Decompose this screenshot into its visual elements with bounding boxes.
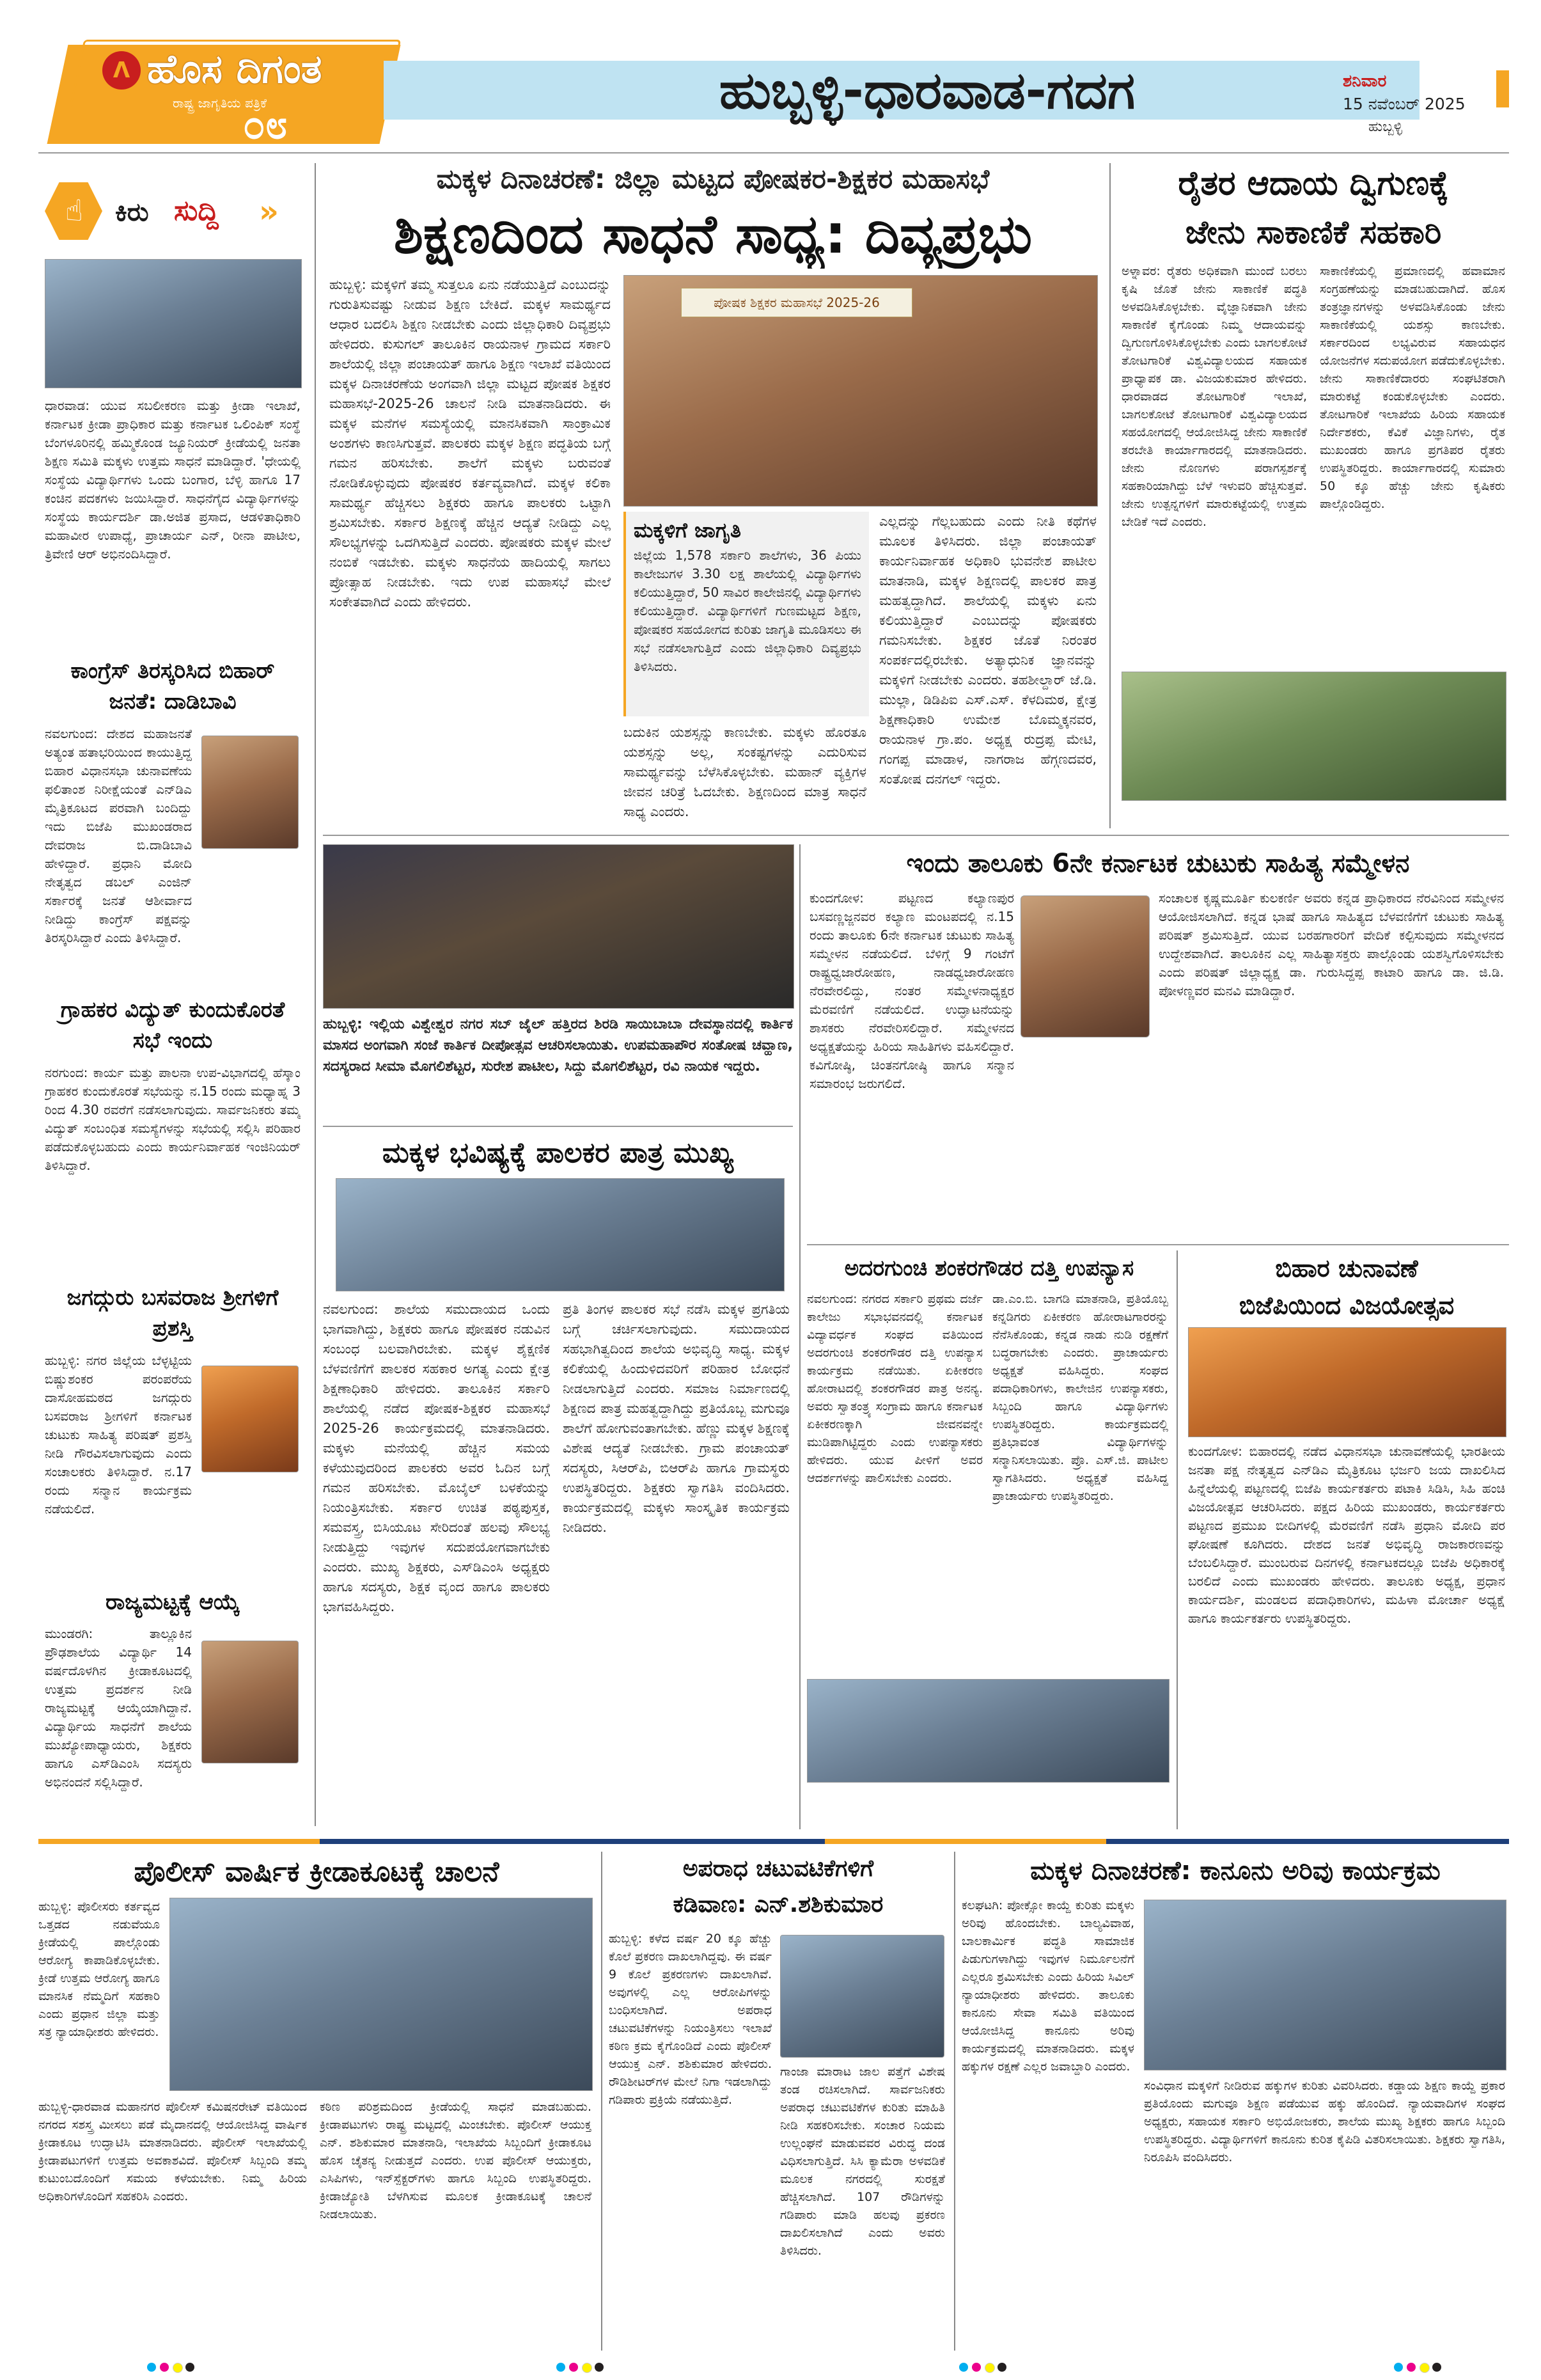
kirusuddi-item-3-body: ನರಗುಂದ: ಕಾರ್ಯ ಮತ್ತು ಪಾಲನಾ ಉಪ-ವಿಭಾಗದಲ್ಲಿ ಹೆಸ್ಕಾಂ ಗ್ರಾಹಕರ ಕುಂದುಕೊರತೆ ಸಭೆಯನ್ನು ನ.15 ರಂದು ಮಧ್ಯಾಹ್ನ 3 ರಿಂದ 4.30 ರವರೆಗೆ ನಡೆಸಲಾಗುವುದು. ಸಾರ್ವಜನಿಕರು ತಮ್ಮ ವಿದ್ಯುತ್ ಸಂಬಂಧಿತ ಸಮಸ್ಯೆಗಳನ್ನು ಸಭೆಯಲ್ಲಿ ಸಲ್ಲಿಸಿ ಪರಿಹಾರ ಪಡೆದುಕೊಳ್ಳಬಹುದು ಎಂದು ಕಾರ್ಯನಿರ್ವಾಹಕ ಇಂಜಿನಿಯರ್ ತಿಳಿಸಿದ್ದಾರೆ. xyxy=(45,1065,301,1173)
brand-emblem-icon: ᐱ xyxy=(102,51,141,90)
masthead-edge-bar xyxy=(1496,70,1509,107)
masthead xyxy=(0,0,1541,154)
lead-photo-banner xyxy=(681,288,912,317)
cmyk-dot-magenta-1 xyxy=(160,2363,169,2372)
beekeeping-training-photo xyxy=(1122,672,1506,801)
lead-kicker: ಮಕ್ಕಳ ದಿನಾಚರಣೆ: ಜಿಲ್ಲಾ ಮಟ್ಟದ ಪೋಷಕರ-ಶಿಕ್ಷಕರ ಮಹಾಸಭೆ xyxy=(436,163,990,194)
karthika-story xyxy=(323,844,793,1126)
parents-headline: ಮಕ್ಕಳ ಭವಿಷ್ಯಕ್ಕೆ ಪಾಲಕರ ಪಾತ್ರ ಮುಖ್ಯ xyxy=(382,1137,734,1169)
police-headline: ಪೊಲೀಸ್ ವಾರ್ಷಿಕ ಕ್ರೀಡಾಕೂಟಕ್ಕೆ ಚಾಲನೆ xyxy=(134,1856,499,1888)
chutuku-story xyxy=(807,844,1509,1241)
bihar-headline-2: ಬಿಜೆಪಿಯಿಂದ ವಿಜಯೋತ್ಸವ xyxy=(1239,1291,1455,1320)
cmyk-dot-cyan-1 xyxy=(147,2363,156,2372)
police-body-mid: ಕಠಿಣ ಪರಿಶ್ರಮದಿಂದ ಕ್ರೀಡೆಯಲ್ಲಿ ಸಾಧನೆ ಮಾಡಬಹುದು. ಕ್ರೀಡಾಪಟುಗಳು ರಾಷ್ಟ್ರ ಮಟ್ಟದಲ್ಲಿ ಮಿಂಚಬೇಕು. ಪೊಲೀಸ್ ಆಯುಕ್ತ ಎನ್. ಶಶಿಕುಮಾರ ಮಾತನಾಡಿ, ಇಲಾಖೆಯ ಸಿಬ್ಬಂದಿಗೆ ಕ್ರೀಡಾಕೂಟ ಹೊಸ ಚೈತನ್ಯ ನೀಡುತ್ತದೆ ಎಂದರು. ಉಪ ಪೊಲೀಸ್ ಆಯುಕ್ತರು, ಎಸಿಪಿಗಳು, ಇನ್‌ಸ್ಪೆಕ್ಟರ್‌ಗಳು ಹಾಗೂ ಸಿಬ್ಬಂದಿ ಉಪಸ್ಥಿತರಿದ್ದರು. ಕ್ರೀಡಾಜ್ಯೋತಿ ಬೆಳಗಿಸುವ ಮೂಲಕ ಕ್ರೀಡಾಕೂಟಕ್ಕೆ ಚಾಲನೆ ನೀಡಲಾಯಿತು. xyxy=(320,2100,591,2221)
adaragunchi-headline: ಅದರಗುಂಚಿ ಶಂಕರಗೌಡರ ದತ್ತಿ ಉಪನ್ಯಾಸ xyxy=(844,1256,1134,1281)
crime-story xyxy=(609,1852,948,2351)
lead-caption-title: ಮಕ್ಕಳಿಗೆ ಜಾಗೃತಿ xyxy=(634,518,741,542)
kirusuddi-item-5-headline: ರಾಜ್ಯಮಟ್ಟಕ್ಕೆ ಆಯ್ಕೆ xyxy=(106,1589,240,1615)
crime-headline-1: ಅಪರಾಧ ಚಟುವಟಿಕೆಗಳಿಗೆ xyxy=(682,1856,874,1882)
region-title: ಹುಬ್ಬಳ್ಳಿ-ಧಾರವಾಡ-ಗದಗ xyxy=(719,61,1136,120)
karthika-deepotsava-photo xyxy=(323,844,794,1009)
kirusuddi-column xyxy=(38,163,307,1832)
cmyk-dot-cyan-3 xyxy=(959,2363,968,2372)
issue-day: ಶನಿವಾರ xyxy=(1343,72,1387,91)
commissioner-portrait xyxy=(780,1935,944,2058)
bihar-body: ಕುಂದಗೋಳ: ಬಿಹಾರದಲ್ಲಿ ನಡೆದ ವಿಧಾನಸಭಾ ಚುನಾವಣೆಯಲ್ಲಿ ಭಾರತೀಯ ಜನತಾ ಪಕ್ಷ ನೇತೃತ್ವದ ಎನ್‌ಡಿಎ ಮೈತ್ರಿಕೂಟ ಭರ್ಜರಿ ಜಯ ದಾಖಲಿಸಿದ ಹಿನ್ನೆಲೆಯಲ್ಲಿ ಪಟ್ಟಣದಲ್ಲಿ ಬಿಜೆಪಿ ಕಾರ್ಯಕರ್ತರು ಪಟಾಕಿ ಸಿಡಿಸಿ, ಸಿಹಿ ಹಂಚಿ ವಿಜಯೋತ್ಸವ ಆಚರಿಸಿದರು. ಪಕ್ಷದ ಹಿರಿಯ ಮುಖಂಡರು, ಕಾರ್ಯಕರ್ತರು ಪಟ್ಟಣದ ಪ್ರಮುಖ ಬೀದಿಗಳಲ್ಲಿ ಮೆರವಣಿಗೆ ನಡೆಸಿ ಪ್ರಧಾನಿ ಮೋದಿ ಪರ ಘೋಷಣೆ ಕೂಗಿದರು. ದೇಶದ ಜನತೆ ಅಭಿವೃದ್ಧಿ ರಾಜಕಾರಣವನ್ನು ಬೆಂಬಲಿಸಿದ್ದಾರೆ. ಮುಂಬರುವ ದಿನಗಳಲ್ಲಿ ಕರ್ನಾಟಕದಲ್ಲೂ ಬಿಜೆಪಿ ಅಧಿಕಾರಕ್ಕೆ ಬರಲಿದೆ ಎಂದು ಮುಖಂಡರು ಹೇಳಿದರು. ತಾಲೂಕು ಅಧ್ಯಕ್ಷ, ಪ್ರಧಾನ ಕಾರ್ಯದರ್ಶಿ, ಮಂಡಲದ ಪದಾಧಿಕಾರಿಗಳು, ಮಹಿಳಾ ಮೋರ್ಚಾ ಅಧ್ಯಕ್ಷೆ ಹಾಗೂ ಕಾರ್ಯಕರ್ತರು ಉಪಸ್ಥಿತರಿದ್ದರು. xyxy=(1188,1444,1505,1626)
adaragunchi-body-left: ನವಲಗುಂದ: ನಗರದ ಸರ್ಕಾರಿ ಪ್ರಥಮ ದರ್ಜೆ ಕಾಲೇಜು ಸಭಾಭವನದಲ್ಲಿ ಕರ್ನಾಟಕ ವಿದ್ಯಾವರ್ಧಕ ಸಂಘದ ವತಿಯಿಂದ ಅದರಗುಂಚಿ ಶಂಕರಗೌಡರ ದತ್ತಿ ಉಪನ್ಯಾಸ ಕಾರ್ಯಕ್ರಮ ನಡೆಯಿತು. ಏಕೀಕರಣ ಹೋರಾಟದಲ್ಲಿ ಶಂಕರಗೌಡರ ಪಾತ್ರ ಅನನ್ಯ. ಅವರು ಸ್ವಾತಂತ್ರ್ಯ ಸಂಗ್ರಾಮ ಹಾಗೂ ಕರ್ನಾಟಕ ಏಕೀಕರಣಕ್ಕಾಗಿ ಜೀವನವನ್ನೇ ಮುಡಿಪಾಗಿಟ್ಟಿದ್ದರು ಎಂದು ಉಪನ್ಯಾಸಕರು ಹೇಳಿದರು. ಯುವ ಪೀಳಿಗೆ ಅವರ ಆದರ್ಶಗಳನ್ನು ಪಾಲಿಸಬೇಕು ಎಂದರು. xyxy=(807,1292,983,1485)
cmyk-dot-black-1 xyxy=(185,2363,194,2372)
state-level-student-portrait xyxy=(201,1641,299,1763)
lead-caption-box xyxy=(623,512,869,716)
kirusuddi-item-5-body: ಮುಂಡರಗಿ: ತಾಲ್ಲೂಕಿನ ಪ್ರೌಢಶಾಲೆಯ ವಿದ್ಯಾರ್ಥಿ 14 ವರ್ಷದೊಳಗಿನ ಕ್ರೀಡಾಕೂಟದಲ್ಲಿ ಉತ್ತಮ ಪ್ರದರ್ಶನ ನೀಡಿ ರಾಜ್ಯಮಟ್ಟಕ್ಕೆ ಆಯ್ಕೆಯಾಗಿದ್ದಾನೆ. ವಿದ್ಯಾರ್ಥಿಯ ಸಾಧನೆಗೆ ಶಾಲೆಯ ಮುಖ್ಯೋಪಾಧ್ಯಾಯರು, ಶಿಕ್ಷಕರು ಹಾಗೂ ಎಸ್‌ಡಿಎಂಸಿ ಸದಸ್ಯರು ಅಭಿನಂದನೆ ಸಲ್ಲಿಸಿದ್ದಾರೆ. xyxy=(45,1626,192,1790)
lead-photo-banner-text: ಪೋಷಕ ಶಿಕ್ಷಕರ ಮಹಾಸಭೆ 2025-26 xyxy=(714,295,880,310)
section-rule-1 xyxy=(323,835,1509,836)
bottom-section-bar-2 xyxy=(320,1839,825,1844)
kirusuddi-label-a: ಕಿರು xyxy=(115,198,149,227)
bottom-column-rule-1 xyxy=(601,1852,602,2351)
police-torch-photo xyxy=(169,1898,593,2091)
legal-story xyxy=(962,1852,1509,2351)
section-rule-2 xyxy=(323,1126,793,1127)
bjp-celebration-photo xyxy=(1188,1327,1506,1437)
legal-headline: ಮಕ್ಕಳ ದಿನಾಚರಣೆ: ಕಾನೂನು ಅರಿವು ಕಾರ್ಯಕ್ರಮ xyxy=(1030,1856,1441,1886)
column-rule-right xyxy=(1177,1250,1178,1829)
adaragunchi-event-photo xyxy=(807,1679,1169,1783)
legal-body-right: ಸಂವಿಧಾನ ಮಕ್ಕಳಿಗೆ ನೀಡಿರುವ ಹಕ್ಕುಗಳ ಕುರಿತು ವಿವರಿಸಿದರು. ಕಡ್ಡಾಯ ಶಿಕ್ಷಣ ಕಾಯ್ದೆ ಪ್ರಕಾರ ಪ್ರತಿಯೊಂದು ಮಗುವೂ ಶಿಕ್ಷಣ ಪಡೆಯುವ ಹಕ್ಕು ಹೊಂದಿದೆ. ನ್ಯಾಯವಾದಿಗಳ ಸಂಘದ ಅಧ್ಯಕ್ಷರು, ಸಹಾಯಕ ಸರ್ಕಾರಿ ಅಭಿಯೋಜಕರು, ಶಾಲೆಯ ಮುಖ್ಯ ಶಿಕ್ಷಕರು ಹಾಗೂ ಸಿಬ್ಬಂದಿ ಉಪಸ್ಥಿತರಿದ್ದರು. ವಿದ್ಯಾರ್ಥಿಗಳಿಗೆ ಕಾನೂನು ಕುರಿತ ಕೈಪಿಡಿ ವಿತರಿಸಲಾಯಿತು. ಶಿಕ್ಷಕರು ಸ್ವಾಗತಿಸಿ, ನಿರೂಪಿಸಿ ವಂದಿಸಿದರು. xyxy=(1144,2079,1505,2164)
farmers-body-right: ಸಾಕಾಣಿಕೆಯಲ್ಲಿ ಪ್ರಮಾಣದಲ್ಲಿ ಹವಾಮಾನ ಸಂಗ್ರಹಣೆಯನ್ನು ಮಾಡಬಹುದಾಗಿದೆ. ಹೊಸ ತಂತ್ರಜ್ಞಾನಗಳನ್ನು ಅಳವಡಿಸಿಕೊಂಡು ಜೇನು ಸಾಕಾಣಿಕೆಯಲ್ಲಿ ಯಶಸ್ಸು ಕಾಣಬೇಕು. ಸರ್ಕಾರದಿಂದ ಲಭ್ಯವಿರುವ ಸಹಾಯಧನ ಯೋಜನೆಗಳ ಸದುಪಯೋಗ ಪಡೆದುಕೊಳ್ಳಬೇಕು. ಜೇನು ಸಾಕಾಣಿಕೆದಾರರು ಸಂಘಟಿತರಾಗಿ ಮಾರುಕಟ್ಟೆ ಕಂಡುಕೊಳ್ಳಬೇಕು ಎಂದರು. ತೋಟಗಾರಿಕೆ ಇಲಾಖೆಯ ಹಿರಿಯ ಸಹಾಯಕ ನಿರ್ದೇಶಕರು, ಕೆವಿಕೆ ವಿಜ್ಞಾನಿಗಳು, ರೈತ ಮುಖಂಡರು ಹಾಗೂ ಪ್ರಗತಿಪರ ರೈತರು ಉಪಸ್ಥಿತರಿದ್ದರು. ಕಾರ್ಯಾಗಾರದಲ್ಲಿ ಸುಮಾರು 50 ಕ್ಕೂ ಹೆಚ್ಚು ಜೇನು ಕೃಷಿಕರು ಪಾಲ್ಗೊಂಡಿದ್ದರು. xyxy=(1320,264,1505,511)
cmyk-dot-black-3 xyxy=(997,2363,1006,2372)
bihar-story xyxy=(1184,1250,1509,1829)
parents-story xyxy=(323,1132,793,1829)
karthika-caption: ಹುಬ್ಬಳ್ಳಿ: ಇಲ್ಲಿಯ ವಿಶ್ವೇಶ್ವರ ನಗರ ಸಬ್ ಜೈಲ್ ಹತ್ತಿರದ ಶಿರಡಿ ಸಾಯಿಬಾಬಾ ದೇವಸ್ಥಾನದಲ್ಲಿ ಕಾರ್ತಿಕ ಮಾಸದ ಅಂಗವಾಗಿ ಸಂಜೆ ಕಾರ್ತಿಕ ದೀಪೋತ್ಸವ ಆಚರಿಸಲಾಯಿತು. ಉಪಮಹಾಪೌರ ಸಂತೋಷ ಚವ್ಹಾಣ, ಸದಸ್ಯರಾದ ಸೀಮಾ ಮೊಗಲಿಶೆಟ್ಟರ, ಸುರೇಶ ಪಾಟೀಲ, ಸಿದ್ದು ಮೊಗಲಿಶೆಟ್ಟರ, ರವಿ ನಾಯಕ ಇದ್ದರು. xyxy=(323,1016,793,1075)
lead-caption-body: ಜಿಲ್ಲೆಯ 1,578 ಸರ್ಕಾರಿ ಶಾಲೆಗಳು, 36 ಪಿಯು ಕಾಲೇಜುಗಳ 3.30 ಲಕ್ಷ ಶಾಲೆಯಲ್ಲಿ ವಿದ್ಯಾರ್ಥಿಗಳು ಕಲಿಯುತ್ತಿದ್ದಾರೆ, 50 ಸಾವಿರ ಕಾಲೇಜಿನಲ್ಲಿ ವಿದ್ಯಾರ್ಥಿಗಳು ಕಲಿಯುತ್ತಿದ್ದಾರೆ. ವಿದ್ಯಾರ್ಥಿಗಳಿಗೆ ಗುಣಮಟ್ಟದ ಶಿಕ್ಷಣ, ಪೋಷಕರ ಸಹಯೋಗದ ಕುರಿತು ಜಾಗೃತಿ ಮೂಡಿಸಲು ಈ ಸಭೆ ನಡೆಸಲಾಗುತ್ತಿದೆ ಎಂದು ಜಿಲ್ಲಾಧಿಕಾರಿ ದಿವ್ಯಪ್ರಭು ತಿಳಿಸಿದರು. xyxy=(634,548,861,674)
crime-headline-2: ಕಡಿವಾಣ: ಎನ್.ಶಶಿಕುಮಾರ xyxy=(673,1891,884,1918)
masthead-tagline: ರಾಷ್ಟ್ರ ಜಾಗೃತಿಯ ಪತ್ರಿಕೆ xyxy=(173,95,267,111)
cmyk-dot-magenta-2 xyxy=(569,2363,578,2372)
lead-story xyxy=(323,160,1103,831)
column-rule-mid xyxy=(1109,163,1111,828)
cmyk-dot-cyan-2 xyxy=(556,2363,565,2372)
police-body-left: ಹುಬ್ಬಳ್ಳಿ-ಧಾರವಾಡ ಮಹಾನಗರ ಪೊಲೀಸ್ ಕಮಿಷನರೇಟ್ ವತಿಯಿಂದ ನಗರದ ಸಶಸ್ತ್ರ ಮೀಸಲು ಪಡೆ ಮೈದಾನದಲ್ಲಿ ಆಯೋಜಿಸಿದ್ದ ವಾರ್ಷಿಕ ಕ್ರೀಡಾಕೂಟ ಉದ್ಘಾಟಿಸಿ ಮಾತನಾಡಿದರು. ಪೊಲೀಸ್ ಇಲಾಖೆಯಲ್ಲಿ ಕ್ರೀಡಾಪಟುಗಳಿಗೆ ಉತ್ತಮ ಅವಕಾಶವಿದೆ. ಪೊಲೀಸ್ ಸಿಬ್ಬಂದಿ ತಮ್ಮ ಕುಟುಂಬದೊಂದಿಗೆ ಸಮಯ ಕಳೆಯಬೇಕು. ನಿಮ್ಮ ಹಿರಿಯ ಅಧಿಕಾರಿಗಳೊಂದಿಗೆ ಸಹಕರಿಸಿ ಎಂದರು. xyxy=(38,2100,307,2203)
farmers-headline-2: ಜೇನು ಸಾಕಾಣಿಕೆ ಸಹಕಾರಿ xyxy=(1185,214,1442,251)
chutuku-body-left: ಕುಂದಗೋಳ: ಪಟ್ಟಣದ ಕಲ್ಯಾಣಪುರ ಬಸವಣ್ಣಜ್ಜನವರ ಕಲ್ಯಾಣ ಮಂಟಪದಲ್ಲಿ ನ.15 ರಂದು ತಾಲೂಕು 6ನೇ ಕರ್ನಾಟಕ ಚುಟುಕು ಸಾಹಿತ್ಯ ಸಮ್ಮೇಳನ ನಡೆಯಲಿದೆ. ಬೆಳಿಗ್ಗೆ 9 ಗಂಟೆಗೆ ರಾಷ್ಟ್ರಧ್ವಜಾರೋಹಣ, ನಾಡಧ್ವಜಾರೋಹಣ ನೆರವೇರಲಿದ್ದು, ನಂತರ ಸಮ್ಮೇಳನಾಧ್ಯಕ್ಷರ ಮೆರವಣಿಗೆ ನಡೆಯಲಿದೆ. ಉದ್ಘಾಟನೆಯನ್ನು ಶಾಸಕರು ನೆರವೇರಿಸಲಿದ್ದಾರೆ. ಸಮ್ಮೇಳನದ ಅಧ್ಯಕ್ಷತೆಯನ್ನು ಹಿರಿಯ ಸಾಹಿತಿಗಳು ವಹಿಸಲಿದ್ದಾರೆ. ಕವಿಗೋಷ್ಠಿ, ಚಿಂತನಗೋಷ್ಠಿ ಹಾಗೂ ಸನ್ಮಾನ ಸಮಾರಂಭ ಜರುಗಲಿದೆ. xyxy=(810,890,1014,1091)
lead-headline: ಶಿಕ್ಷಣದಿಂದ ಸಾಧನೆ ಸಾಧ್ಯ: ದಿವ್ಯಪ್ರಭು xyxy=(393,203,1033,265)
issue-city: ಹುಬ್ಬಳ್ಳಿ xyxy=(1368,119,1403,135)
cmyk-dot-magenta-4 xyxy=(1407,2363,1416,2372)
kirusuddi-item-4-headline: ಜಗದ್ಗುರು ಬಸವರಾಜ ಶ್ರೀಗಳಿಗೆ ಪ್ರಶಸ್ತಿ xyxy=(66,1285,279,1341)
adaragunchi-story xyxy=(807,1250,1171,1829)
column-rule-left xyxy=(315,163,316,1826)
kirusuddi-item-2-body: ನವಲಗುಂದ: ದೇಶದ ಮಹಾಜನತೆ ಅತ್ಯಂತ ಹತಾಭರಿಯಿಂದ ಕಾಯುತ್ತಿದ್ದ ಬಿಹಾರ ವಿಧಾನಸಭಾ ಚುನಾವಣೆಯ ಫಲಿತಾಂಶ ನಿರೀಕ್ಷೆಯಂತೆ ಎನ್‌ಡಿಎ ಮೈತ್ರಿಕೂಟದ ಪರವಾಗಿ ಬಂದಿದ್ದು ಇದು ಬಿಜೆಪಿ ಮುಖಂಡರಾದ ದೇವರಾಜ ಬಿ.ದಾಡಿಬಾವಿ ಹೇಳಿದ್ದಾರೆ. ಪ್ರಧಾನಿ ಮೋದಿ ನೇತೃತ್ವದ ಡಬಲ್ ಎಂಜಿನ್ ಸರ್ಕಾರಕ್ಕೆ ಜನತೆ ಆಶೀರ್ವಾದ ನೀಡಿದ್ದು ಕಾಂಗ್ರೆಸ್ ಪಕ್ಷವನ್ನು ತಿರಸ್ಕರಿಸಿದ್ದಾರೆ ಎಂದು ತಿಳಿಸಿದ್ದಾರೆ. xyxy=(45,726,192,945)
cmyk-dot-cyan-4 xyxy=(1394,2363,1403,2372)
column-rule-center xyxy=(799,844,801,1829)
police-body-top: ಹುಬ್ಬಳ್ಳಿ: ಪೊಲೀಸರು ಕರ್ತವ್ಯದ ಒತ್ತಡದ ನಡುವೆಯೂ ಕ್ರೀಡೆಯಲ್ಲಿ ಪಾಲ್ಗೊಂಡು ಆರೋಗ್ಯ ಕಾಪಾಡಿಕೊಳ್ಳಬೇಕು. ಕ್ರೀಡೆ ಉತ್ತಮ ಆರೋಗ್ಯ ಹಾಗೂ ಮಾನಸಿಕ ನೆಮ್ಮದಿಗೆ ಸಹಕಾರಿ ಎಂದು ಪ್ರಧಾನ ಜಿಲ್ಲಾ ಮತ್ತು ಸತ್ರ ನ್ಯಾಯಾಧೀಶರು ಹೇಳಿದರು. xyxy=(38,1900,160,2039)
farmers-story xyxy=(1118,160,1509,831)
issue-date: 15 ನವೆಂಬರ್ 2025 xyxy=(1343,95,1466,113)
chutuku-body-right: ಸಂಚಾಲಕ ಕೃಷ್ಣಮೂರ್ತಿ ಕುಲಕರ್ಣಿ ಅವರು ಕನ್ನಡ ಪ್ರಾಧಿಕಾರದ ನೆರವಿನಿಂದ ಸಮ್ಮೇಳನ ಆಯೋಜಿಸಲಾಗಿದೆ. ಕನ್ನಡ ಭಾಷೆ ಹಾಗೂ ಸಾಹಿತ್ಯದ ಬೆಳವಣಿಗೆಗೆ ಚುಟುಕು ಸಾಹಿತ್ಯ ಪರಿಷತ್ ಶ್ರಮಿಸುತ್ತಿದೆ. ಯುವ ಬರಹಗಾರರಿಗೆ ವೇದಿಕೆ ಕಲ್ಪಿಸುವುದು ಸಮ್ಮೇಳನದ ಉದ್ದೇಶವಾಗಿದೆ. ತಾಲೂಕಿನ ಎಲ್ಲ ಸಾಹಿತ್ಯಾಸಕ್ತರು ಪಾಲ್ಗೊಂಡು ಯಶಸ್ವಿಗೊಳಿಸಬೇಕು ಎಂದು ಪರಿಷತ್ ಜಿಲ್ಲಾಧ್ಯಕ್ಷ ಡಾ. ಗುರುಸಿದ್ದಪ್ಪ ಕಾಟಾರಿ ಹಾಗೂ ಡಾ. ಜಿ.ಡಿ. ಪೋಳಣ್ಣವರ ಮನವಿ ಮಾಡಿದ್ದಾರೆ. xyxy=(1159,890,1504,998)
farmers-body-left: ಅಳ್ನಾವರ: ರೈತರು ಅಧಿಕವಾಗಿ ಮುಂದೆ ಬರಲು ಕೃಷಿ ಜೊತೆ ಜೇನು ಸಾಕಾಣಿಕೆ ಪದ್ಧತಿ ಅಳವಡಿಸಿಕೊಳ್ಳಬೇಕು. ವೈಜ್ಞಾನಿಕವಾಗಿ ಜೇನು ಸಾಕಾಣಿಕೆ ಕೈಗೊಂಡು ನಿಮ್ಮ ಆದಾಯವನ್ನು ದ್ವಿಗುಣಗೊಳಿಸಿಕೊಳ್ಳಬೇಕು ಎಂದು ಬಾಗಲಕೋಟೆ ತೋಟಗಾರಿಕೆ ವಿಶ್ವವಿದ್ಯಾಲಯದ ಸಹಾಯಕ ಪ್ರಾಧ್ಯಾಪಕ ಡಾ. ವಿಜಯಕುಮಾರ ಹೇಳಿದರು. ಧಾರವಾಡದ ತೋಟಗಾರಿಕೆ ಇಲಾಖೆ, ಬಾಗಲಕೋಟೆ ತೋಟಗಾರಿಕೆ ವಿಶ್ವವಿದ್ಯಾಲಯದ ಸಹಯೋಗದಲ್ಲಿ ಆಯೋಜಿಸಿದ್ದ ಜೇನು ಸಾಕಾಣಿಕೆ ತರಬೇತಿ ಕಾರ್ಯಾಗಾರದಲ್ಲಿ ಮಾತನಾಡಿದರು. ಜೇನು ನೊಣಗಳು ಪರಾಗಸ್ಪರ್ಶಕ್ಕೆ ಸಹಕಾರಿಯಾಗಿದ್ದು ಬೆಳೆ ಇಳುವರಿ ಹೆಚ್ಚಿಸುತ್ತವೆ. ಜೇನು ಉತ್ಪನ್ನಗಳಿಗೆ ಮಾರುಕಟ್ಟೆಯಲ್ಲಿ ಉತ್ತಮ ಬೇಡಿಕೆ ಇದೆ ಎಂದರು. xyxy=(1122,264,1307,529)
chevron-right-icon: » xyxy=(259,194,279,230)
lead-body-bottom: ಬದುಕಿನ ಯಶಸ್ಸನ್ನು ಕಾಣಬೇಕು. ಮಕ್ಕಳು ಹೊರತೂ ಯಶಸ್ಸನ್ನು ಅಲ್ಲ, ಸಂಕಷ್ಟಗಳನ್ನು ಎದುರಿಸುವ ಸಾಮರ್ಥ್ಯವನ್ನು ಬೆಳೆಸಿಕೊಳ್ಳಬೇಕು. ಮಹಾನ್ ವ್ಯಕ್ತಿಗಳ ಜೀವನ ಚರಿತ್ರೆ ಓದಬೇಕು. ಶಿಕ್ಷಣದಿಂದ ಮಾತ್ರ ಸಾಧನೆ ಸಾಧ್ಯ ಎಂದರು. xyxy=(623,725,866,819)
kirusuddi-item-1-body: ಧಾರವಾಡ: ಯುವ ಸಬಲೀಕರಣ ಮತ್ತು ಕ್ರೀಡಾ ಇಲಾಖೆ, ಕರ್ನಾಟಕ ಕ್ರೀಡಾ ಪ್ರಾಧಿಕಾರ ಮತ್ತು ಕರ್ನಾಟಕ ಒಲಿಂಪಿಕ್ ಸಂಸ್ಥೆ ಬೆಂಗಳೂರಿನಲ್ಲಿ ಹಮ್ಮಿಕೊಂಡ ಜ್ಯೂನಿಯರ್ ಕ್ರೀಡೆಯಲ್ಲಿ ಜನತಾ ಶಿಕ್ಷಣ ಸಮಿತಿ ಮಕ್ಕಳು ಉತ್ತಮ ಸಾಧನೆ ಮಾಡಿದ್ದಾರೆ. 'ಧೇಯಲ್ಲಿ ಸಂಸ್ಥೆಯ ವಿದ್ಯಾರ್ಥಿಗಳು ಒಂದು ಬಂಗಾರ, ಬೆಳ್ಳಿ ಹಾಗೂ 17 ಕಂಚಿನ ಪದಕಗಳು ಜಯಿಸಿದ್ದಾರೆ. ಸಾಧನೆಗೈದ ವಿದ್ಯಾರ್ಥಿಗಳನ್ನು ಸಂಸ್ಥೆಯ ಕಾರ್ಯದರ್ಶಿ ಡಾ.ಅಜಿತ ಪ್ರಸಾದ, ಆಡಳಿತಾಧಿಕಾರಿ ಮಹಾವೀರ ಉಪಾಧ್ಯೆ, ಪ್ರಾಚಾರ್ಯ ಎನ್, ರೀನಾ ಪಾಟೀಲ, ತ್ರಿವೇಣಿ ಆರ್ ಅಭಿನಂದಿಸಿದ್ದಾರೆ. xyxy=(45,398,301,562)
parents-body-left: ನವಲಗುಂದ: ಶಾಲೆಯ ಸಮುದಾಯದ ಒಂದು ಭಾಗವಾಗಿದ್ದು, ಶಿಕ್ಷಕರು ಹಾಗೂ ಪೋಷಕರ ನಡುವಿನ ಸಂಬಂಧ ಬಲವಾಗಿರಬೇಕು. ಮಕ್ಕಳ ಶೈಕ್ಷಣಿಕ ಬೆಳವಣಿಗೆಗೆ ಪಾಲಕರ ಸಹಕಾರ ಅಗತ್ಯ ಎಂದು ಕ್ಷೇತ್ರ ಶಿಕ್ಷಣಾಧಿಕಾರಿ ಹೇಳಿದರು. ತಾಲೂಕಿನ ಸರ್ಕಾರಿ ಶಾಲೆಯಲ್ಲಿ ನಡೆದ ಪೋಷಕ-ಶಿಕ್ಷಕರ ಮಹಾಸಭೆ 2025-26 ಕಾರ್ಯಕ್ರಮದಲ್ಲಿ ಮಾತನಾಡಿದರು. ಮಕ್ಕಳು ಮನೆಯಲ್ಲಿ ಹೆಚ್ಚಿನ ಸಮಯ ಕಳೆಯುವುದರಿಂದ ಪಾಲಕರು ಅವರ ಓದಿನ ಬಗ್ಗೆ ಗಮನ ಹರಿಸಬೇಕು. ಮೊಬೈಲ್ ಬಳಕೆಯನ್ನು ನಿಯಂತ್ರಿಸಬೇಕು. ಸರ್ಕಾರ ಉಚಿತ ಪಠ್ಯಪುಸ್ತಕ, ಸಮವಸ್ತ್ರ, ಬಿಸಿಯೂಟ ಸೇರಿದಂತೆ ಹಲವು ಸೌಲಭ್ಯ ನೀಡುತ್ತಿದ್ದು ಇವುಗಳ ಸದುಪಯೋಗವಾಗಬೇಕು ಎಂದರು. ಮುಖ್ಯ ಶಿಕ್ಷಕರು, ಎಸ್‌ಡಿಎಂಸಿ ಅಧ್ಯಕ್ಷರು ಹಾಗೂ ಸದಸ್ಯರು, ಶಿಕ್ಷಕ ವೃಂದ ಹಾಗೂ ಪಾಲಕರು ಭಾಗವಹಿಸಿದ್ದರು. xyxy=(323,1302,550,1614)
kirusuddi-item-2-headline: ಕಾಂಗ್ರೆಸ್ ತಿರಸ್ಕರಿಸಿದ ಬಿಹಾರ್ ಜನತೆ: ದಾಡಿಬಾವಿ xyxy=(70,658,275,714)
bottom-column-rule-2 xyxy=(954,1852,955,2351)
bottom-section-bar-3 xyxy=(825,1839,1106,1844)
crime-body-right: ಗಾಂಜಾ ಮಾರಾಟ ಜಾಲ ಪತ್ತೆಗೆ ವಿಶೇಷ ತಂಡ ರಚಿಸಲಾಗಿದೆ. ಸಾರ್ವಜನಿಕರು ಅಪರಾಧ ಚಟುವಟಿಕೆಗಳ ಕುರಿತು ಮಾಹಿತಿ ನೀಡಿ ಸಹಕರಿಸಬೇಕು. ಸಂಚಾರ ನಿಯಮ ಉಲ್ಲಂಘನೆ ಮಾಡುವವರ ವಿರುದ್ಧ ದಂಡ ವಿಧಿಸಲಾಗುತ್ತಿದೆ. ಸಿಸಿ ಕ್ಯಾಮೆರಾ ಅಳವಡಿಕೆ ಮೂಲಕ ನಗರದಲ್ಲಿ ಸುರಕ್ಷತೆ ಹೆಚ್ಚಿಸಲಾಗಿದೆ. 107 ರೌಡಿಗಳನ್ನು ಗಡಿಪಾರು ಮಾಡಿ ಹಲವು ಪ್ರಕರಣ ದಾಖಲಿಸಲಾಗಿದೆ ಎಂದು ಅವರು ತಿಳಿಸಿದರು. xyxy=(780,2065,945,2258)
dadibavi-portrait xyxy=(201,736,299,849)
basavaraja-swamiji-portrait xyxy=(201,1366,299,1472)
kirusuddi-label-b: ಸುದ್ದಿ xyxy=(174,194,219,227)
kirusuddi-header xyxy=(38,176,307,246)
sports-students-photo xyxy=(45,259,302,388)
bottom-section-bar-4 xyxy=(1106,1839,1509,1844)
kirusuddi-item-3-headline: ಗ್ರಾಹಕರ ವಿದ್ಯುತ್ ಕುಂದುಕೊರತೆ ಸಭೆ ಇಂದು xyxy=(60,997,285,1053)
kirusuddi-item-4-body: ಹುಬ್ಬಳ್ಳಿ: ನಗರ ಜಿಲ್ಲೆಯ ಬೆಳ್ಳಟ್ಟಿಯ ಬಿಷ್ಣುಶಂಕರ ಪರಂಪರೆಯ ದಾಸೋಹಮಠದ ಜಗದ್ಗುರು ಬಸವರಾಜ ಶ್ರೀಗಳಿಗೆ ಕರ್ನಾಟಕ ಚುಟುಕು ಸಾಹಿತ್ಯ ಪರಿಷತ್ ಪ್ರಶಸ್ತಿ ನೀಡಿ ಗೌರವಿಸಲಾಗುವುದು ಎಂದು ಸಂಚಾಲಕರು ತಿಳಿಸಿದ್ದಾರೆ. ನ.17 ರಂದು ಸನ್ಮಾನ ಕಾರ್ಯಕ್ರಮ ನಡೆಯಲಿದೆ. xyxy=(45,1353,192,1517)
cmyk-dot-yellow-3 xyxy=(985,2363,995,2373)
page-number: ೦೮ xyxy=(243,101,288,148)
cmyk-dot-yellow-1 xyxy=(173,2363,183,2373)
parents-body-right: ಪ್ರತಿ ತಿಂಗಳ ಪಾಲಕರ ಸಭೆ ನಡೆಸಿ ಮಕ್ಕಳ ಪ್ರಗತಿಯ ಬಗ್ಗೆ ಚರ್ಚಿಸಲಾಗುವುದು. ಸಮುದಾಯದ ಸಹಭಾಗಿತ್ವದಿಂದ ಶಾಲೆಯ ಅಭಿವೃದ್ಧಿ ಸಾಧ್ಯ. ಮಕ್ಕಳ ಕಲಿಕೆಯಲ್ಲಿ ಹಿಂದುಳಿದವರಿಗೆ ಪರಿಹಾರ ಬೋಧನೆ ನೀಡಲಾಗುತ್ತಿದೆ ಎಂದರು. ಸಮಾಜ ನಿರ್ಮಾಣದಲ್ಲಿ ಶಿಕ್ಷಣದ ಪಾತ್ರ ಮಹತ್ವದ್ದಾಗಿದ್ದು ಪ್ರತಿಯೊಬ್ಬ ಮಗುವೂ ಶಾಲೆಗೆ ಹೋಗುವಂತಾಗಬೇಕು. ಹೆಣ್ಣು ಮಕ್ಕಳ ಶಿಕ್ಷಣಕ್ಕೆ ವಿಶೇಷ ಆದ್ಯತೆ ನೀಡಬೇಕು. ಗ್ರಾಮ ಪಂಚಾಯತ್ ಸದಸ್ಯರು, ಸಿಆರ್‌ಪಿ, ಬಿಆರ್‌ಪಿ ಹಾಗೂ ಗ್ರಾಮಸ್ಥರು ಉಪಸ್ಥಿತರಿದ್ದರು. ಶಿಕ್ಷಕರು ಸ್ವಾಗತಿಸಿ ವಂದಿಸಿದರು. ಕಾರ್ಯಕ್ರಮದಲ್ಲಿ ಮಕ್ಕಳು ಸಾಂಸ್ಕೃತಿಕ ಕಾರ್ಯಕ್ರಮ ನೀಡಿದರು. xyxy=(563,1302,790,1535)
hand-pointing-icon: ☝ xyxy=(65,193,83,228)
bottom-section-bar-1 xyxy=(38,1839,320,1844)
adaragunchi-body-right: ಡಾ.ಎಂ.ಬಿ. ಬಾಗಡಿ ಮಾತನಾಡಿ, ಪ್ರತಿಯೊಬ್ಬ ಕನ್ನಡಿಗರು ಏಕೀಕರಣ ಹೋರಾಟಗಾರರನ್ನು ನೆನೆಸಿಕೊಂಡು, ಕನ್ನಡ ನಾಡು ನುಡಿ ರಕ್ಷಣೆಗೆ ಬದ್ಧರಾಗಬೇಕು ಎಂದರು. ಪ್ರಾಚಾರ್ಯರು ಅಧ್ಯಕ್ಷತೆ ವಹಿಸಿದ್ದರು. ಸಂಘದ ಪದಾಧಿಕಾರಿಗಳು, ಕಾಲೇಜಿನ ಉಪನ್ಯಾಸಕರು, ಸಿಬ್ಬಂದಿ ಹಾಗೂ ವಿದ್ಯಾರ್ಥಿಗಳು ಉಪಸ್ಥಿತರಿದ್ದರು. ಕಾರ್ಯಕ್ರಮದಲ್ಲಿ ಪ್ರತಿಭಾವಂತ ವಿದ್ಯಾರ್ಥಿಗಳನ್ನು ಸನ್ಮಾನಿಸಲಾಯಿತು. ಪ್ರೊ. ಎಸ್.ಜಿ. ಪಾಟೀಲ ಸ್ವಾಗತಿಸಿದರು. ಅಧ್ಯಕ್ಷತೆ ವಹಿಸಿದ್ದ ಪ್ರಾಚಾರ್ಯರು ಉಪಸ್ಥಿತರಿದ್ದರು. xyxy=(992,1292,1168,1503)
farmers-headline-1: ರೈತರ ಆದಾಯ ದ್ವಿಗುಣಕ್ಕೆ xyxy=(1178,164,1449,203)
crime-body-left: ಹುಬ್ಬಳ್ಳಿ: ಕಳೆದ ವರ್ಷ 20 ಕ್ಕೂ ಹೆಚ್ಚು ಕೊಲೆ ಪ್ರಕರಣ ದಾಖಲಾಗಿದ್ದವು. ಈ ವರ್ಷ 9 ಕೊಲೆ ಪ್ರಕರಣಗಳು ದಾಖಲಾಗಿವೆ. ಅವುಗಳಲ್ಲಿ ಎಲ್ಲ ಆರೋಪಿಗಳನ್ನು ಬಂಧಿಸಲಾಗಿದೆ. ಅಪರಾಧ ಚಟುವಟಿಕೆಗಳನ್ನು ನಿಯಂತ್ರಿಸಲು ಇಲಾಖೆ ಕಠಿಣ ಕ್ರಮ ಕೈಗೊಂಡಿದೆ ಎಂದು ಪೊಲೀಸ್ ಆಯುಕ್ತ ಎನ್. ಶಶಿಕುಮಾರ ಹೇಳಿದರು. ರೌಡಿಶೀಟರ್‌ಗಳ ಮೇಲೆ ನಿಗಾ ಇಡಲಾಗಿದ್ದು ಗಡಿಪಾರು ಪ್ರಕ್ರಿಯೆ ನಡೆಯುತ್ತಿದೆ. xyxy=(609,1932,772,2107)
masthead-rule xyxy=(38,152,1509,154)
cmyk-dot-black-4 xyxy=(1432,2363,1441,2372)
chutuku-president-portrait xyxy=(1021,895,1150,1037)
chutuku-headline: ಇಂದು ತಾಲೂಕು 6ನೇ ಕರ್ನಾಟಕ ಚುಟುಕು ಸಾಹಿತ್ಯ ಸಮ್ಮೇಳನ xyxy=(906,849,1410,878)
cmyk-dot-yellow-4 xyxy=(1420,2363,1430,2373)
print-marks xyxy=(0,2360,1541,2376)
legal-body-left: ಕಲಘಟಗಿ: ಪೋಕ್ಸೋ ಕಾಯ್ದೆ ಕುರಿತು ಮಕ್ಕಳು ಅರಿವು ಹೊಂದಬೇಕು. ಬಾಲ್ಯವಿವಾಹ, ಬಾಲಕಾರ್ಮಿಕ ಪದ್ಧತಿ ಸಾಮಾಜಿಕ ಪಿಡುಗುಗಳಾಗಿದ್ದು ಇವುಗಳ ನಿರ್ಮೂಲನೆಗೆ ಎಲ್ಲರೂ ಶ್ರಮಿಸಬೇಕು ಎಂದು ಹಿರಿಯ ಸಿವಿಲ್ ನ್ಯಾಯಾಧೀಶರು ಹೇಳಿದರು. ತಾಲೂಕು ಕಾನೂನು ಸೇವಾ ಸಮಿತಿ ವತಿಯಿಂದ ಆಯೋಜಿಸಿದ್ದ ಕಾನೂನು ಅರಿವು ಕಾರ್ಯಕ್ರಮದಲ್ಲಿ ಮಾತನಾಡಿದರು. ಮಕ್ಕಳ ಹಕ್ಕುಗಳ ರಕ್ಷಣೆ ಎಲ್ಲರ ಜವಾಬ್ದಾರಿ ಎಂದರು. xyxy=(962,1898,1134,2074)
lead-body-left: ಹುಬ್ಬಳ್ಳಿ: ಮಕ್ಕಳಿಗೆ ತಮ್ಮ ಸುತ್ತಲೂ ಏನು ನಡೆಯುತ್ತಿದೆ ಎಂಬುದನ್ನು ಗುರುತಿಸುವಷ್ಟು ನೀಡುವ ಶಿಕ್ಷಣ ಬೇಕಿದೆ. ಮಕ್ಕಳ ಸಾಮರ್ಥ್ಯದ ಆಧಾರ ಬದಲಿಸಿ ಶಿಕ್ಷಣ ನೀಡಬೇಕು ಎಂದು ಜಿಲ್ಲಾಧಿಕಾರಿ ದಿವ್ಯಪ್ರಭು ಹೇಳಿದರು. ಕುಸುಗಲ್ ತಾಲೂಕಿನ ರಾಯನಾಳ ಗ್ರಾಮದ ಸರ್ಕಾರಿ ಶಾಲೆಯಲ್ಲಿ ಜಿಲ್ಲಾ ಪಂಚಾಯತ್ ಹಾಗೂ ಶಿಕ್ಷಣ ಇಲಾಖೆ ವತಿಯಿಂದ ಮಕ್ಕಳ ದಿನಾಚರಣೆಯ ಅಂಗವಾಗಿ ಜಿಲ್ಲಾ ಮಟ್ಟದ ಪೋಷಕ ಶಿಕ್ಷಕರ ಮಹಾಸಭೆ-2025-26 ಚಾಲನೆ ನೀಡಿ ಮಾತನಾಡಿದರು. ಈ ಮಕ್ಕಳ ಮನೆಗಳ ಸಮಸ್ಯೆಯಲ್ಲಿ ಮಾನಸಿಕವಾಗಿ ಸಾಂಕ್ರಾಮಿಕ ಅಂಶಗಳು ಕಾಣಸಿಗುತ್ತವೆ. ಪಾಲಕರು ಮಕ್ಕಳ ಶಿಕ್ಷಣ ಪದ್ಧತಿಯ ಬಗ್ಗೆ ಗಮನ ಹರಿಸಬೇಕು. ಶಾಲೆಗೆ ಮಕ್ಕಳು ಬರುವಂತೆ ನೋಡಿಕೊಳ್ಳುವುದು ಪೋಷಕರ ಕರ್ತವ್ಯವಾಗಿದೆ. ಮಕ್ಕಳ ಕಲಿಕಾ ಸಾಮರ್ಥ್ಯ ಹೆಚ್ಚಿಸಲು ಶಿಕ್ಷಕರು ಹಾಗೂ ಪಾಲಕರು ಒಟ್ಟಾಗಿ ಶ್ರಮಿಸಬೇಕು. ಸರ್ಕಾರ ಶಿಕ್ಷಣಕ್ಕೆ ಹೆಚ್ಚಿನ ಆದ್ಯತೆ ನೀಡಿದ್ದು ಎಲ್ಲ ಸೌಲಭ್ಯಗಳನ್ನು ಒದಗಿಸುತ್ತಿದೆ ಎಂದರು. ಪೋಷಕರು ಮಕ್ಕಳ ಮೇಲೆ ನಂಬಿಕೆ ಇಡಬೇಕು. ಮಕ್ಕಳು ಸಾಧನೆಯ ಹಾದಿಯಲ್ಲಿ ಸಾಗಲು ಪ್ರೋತ್ಸಾಹ ನೀಡಬೇಕು. ಇದು ಉಪ ಮಹಾಸಭೆ ಮೇಲೆ ಸಂಕೇತವಾಗಿದೆ ಎಂದು ಹೇಳಿದರು. xyxy=(329,277,611,610)
section-rule-3 xyxy=(807,1244,1509,1245)
cmyk-dot-magenta-3 xyxy=(972,2363,981,2372)
cmyk-dot-yellow-2 xyxy=(582,2363,592,2373)
parents-meeting-photo xyxy=(336,1178,785,1291)
masthead-logo-text: ಹೊಸ ದಿಗಂತ xyxy=(147,45,322,92)
lead-body-right: ಎಲ್ಲದನ್ನು ಗೆಲ್ಲಬಹುದು ಎಂದು ನೀತಿ ಕಥೆಗಳ ಮೂಲಕ ತಿಳಿಸಿದರು. ಜಿಲ್ಲಾ ಪಂಚಾಯತ್ ಕಾರ್ಯನಿರ್ವಾಹಕ ಅಧಿಕಾರಿ ಭುವನೇಶ ಪಾಟೀಲ ಮಾತನಾಡಿ, ಮಕ್ಕಳ ಶಿಕ್ಷಣದಲ್ಲಿ ಪಾಲಕರ ಪಾತ್ರ ಮಹತ್ವದ್ದಾಗಿದೆ. ಶಾಲೆಯಲ್ಲಿ ಮಕ್ಕಳು ಏನು ಕಲಿಯುತ್ತಿದ್ದಾರೆ ಎಂಬುದನ್ನು ಪೋಷಕರು ಗಮನಿಸಬೇಕು. ಶಿಕ್ಷಕರ ಜೊತೆ ನಿರಂತರ ಸಂಪರ್ಕದಲ್ಲಿರಬೇಕು. ಅತ್ಯಾಧುನಿಕ ಜ್ಞಾನವನ್ನು ಮಕ್ಕಳಿಗೆ ನೀಡಬೇಕು ಎಂದರು. ತಹಶೀಲ್ದಾರ್ ಜೆ.ಡಿ. ಮುಲ್ಲಾ, ಡಿಡಿಪಿಐ ಎಸ್.ಎಸ್. ಕೆಳದಿಮಠ, ಕ್ಷೇತ್ರ ಶಿಕ್ಷಣಾಧಿಕಾರಿ ಉಮೇಶ ಬೊಮ್ಮಕ್ಕನವರ, ರಾಯನಾಳ ಗ್ರಾ.ಪಂ. ಅಧ್ಯಕ್ಷ ರುದ್ರಪ್ಪ ಮೇಟಿ, ಗಂಗಪ್ಪ ಮಾಡಾಳ, ನಾಗರಾಜ ಹೆಗ್ಗಣದವರ, ಸಂತೋಷ ದನಗಲ್ ಇದ್ದರು. xyxy=(879,514,1097,787)
police-story xyxy=(38,1852,595,2351)
bihar-headline-1: ಬಿಹಾರ ಚುನಾವಣೆ xyxy=(1275,1254,1418,1282)
cmyk-dot-black-2 xyxy=(595,2363,604,2372)
legal-awareness-photo xyxy=(1144,1900,1506,2070)
